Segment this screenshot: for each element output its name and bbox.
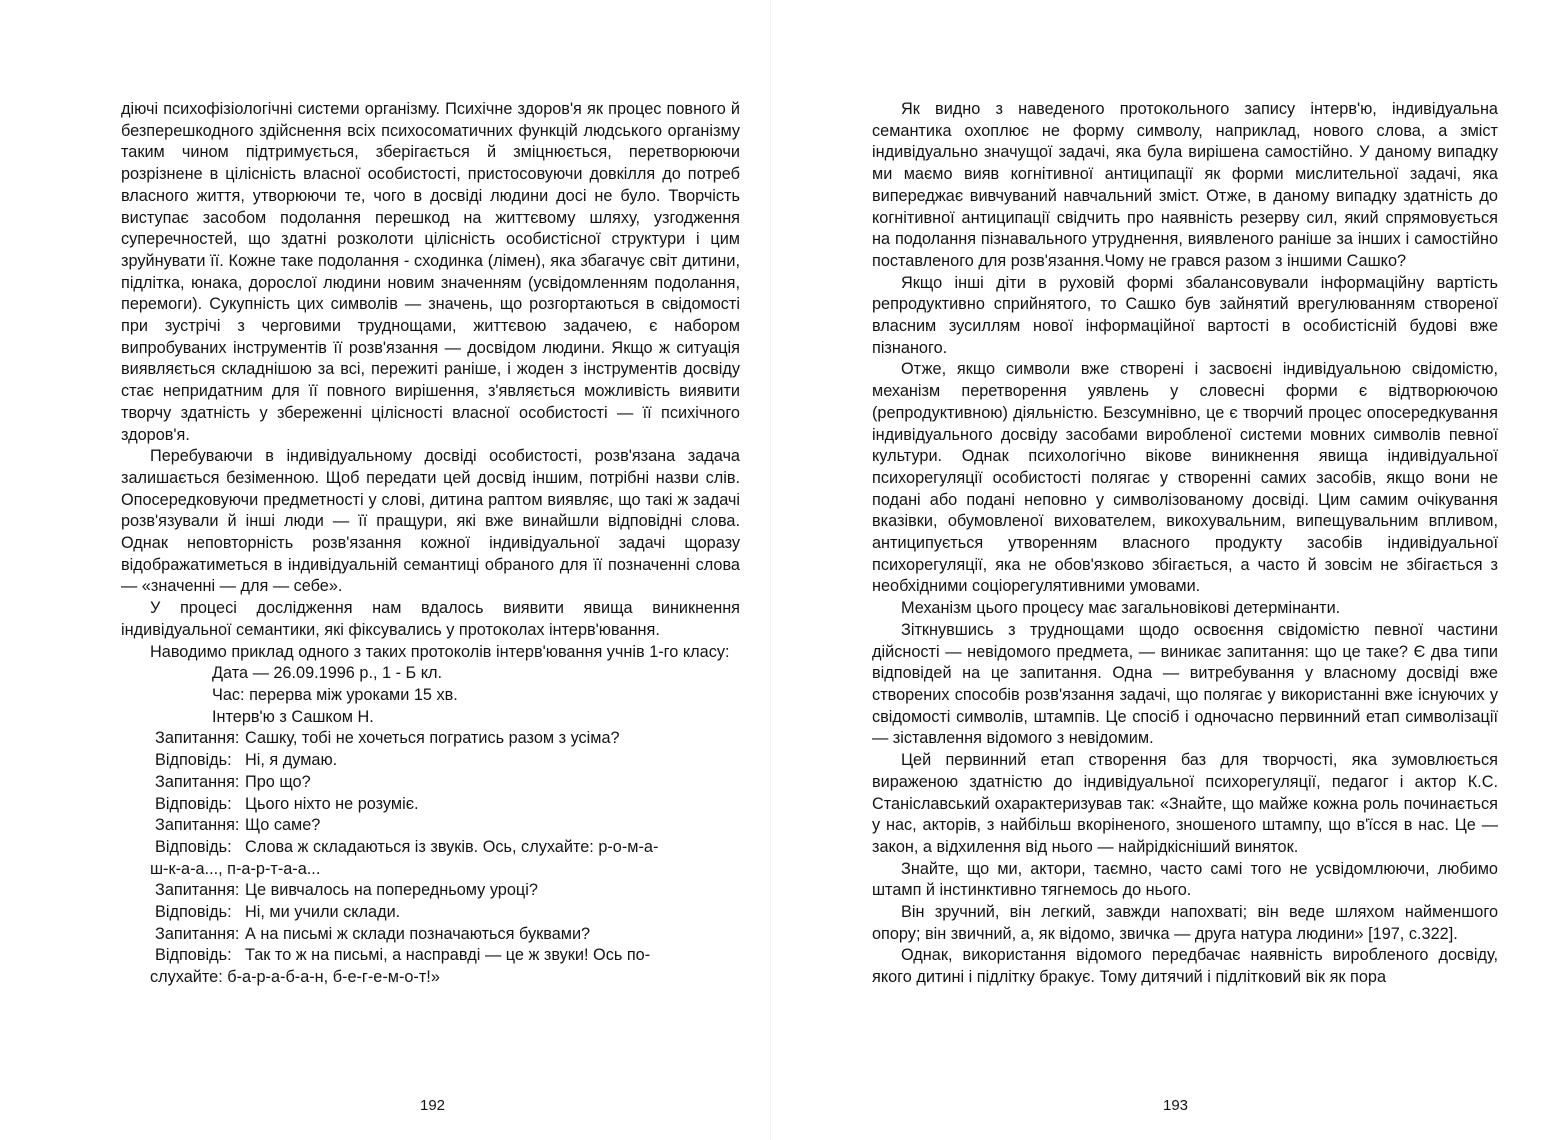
dialogue-text: Це вивчалось на попередньому уроці? [245,881,538,900]
paragraph: діючі психофізіологічні системи організму. Психічне здоров'я як процес повного й безперешкодного здійснення всіх психосоматичних функцій людського організму таким чином підтримується, зберігається й зміцнюється, перетворюючи розрізнене в цілісність власної особистості, пристосовуючи довкілля до потреб власного життя, утворюючи те, чого в досвіді людини досі не було. Творчість виступає засобом подолання перешкод на життєвому шляху, узгодження суперечностей, що здатні розколоти цілісність особистісної структури і цим зруйнувати її. Кожне таке подолання - сходинка (лімен), яка збагачує світ дитини, підлітка, юнака, дорослої людини новим значенням (усвідомленням подолання, перемоги). Сукупність цих символів — значень, що розгортаються в свідомості при зустрічі з черговими труднощами, життєвою задачею, є набором випробуваних інструментів її розв'язання — досвідом людини. Якщо ж ситуація виявляється складнішою за всі, пережиті раніше, і жоден з інструментів досвіду стає непридатним для її повного вирішення, з'являється можливість виявити творчу здатність у збереженні цілісності власної особистості — її психічного здоров'я. [121,100,740,444]
dialogue-speaker: Запитання: [155,729,240,748]
paragraph: Механізм цього процесу має загальновікові детермінанти. [901,599,1341,618]
dialogue-speaker: Запитання: [155,881,240,900]
dialogue-speaker: Запитання: [155,816,240,835]
left-page-text [121,99,740,989]
dialogue-line [121,728,740,750]
page-number: 193 [1163,1097,1189,1114]
protocol-date: Дата — 26.09.1996 р., 1 - Б кл. [212,664,443,683]
paragraph: Наводимо приклад одного з таких протоколів інтерв'ювання учнів 1-го класу: [150,642,730,661]
dialogue-text: Цього ніхто не розуміє. [245,794,419,813]
paragraph: Перебуваючи в індивідуальному досвіді особистості, розв'язана задача залишається безіменною. Щоб передати цей досвід іншим, потрібні назви слів. Опосередковуючи предметності у слові, дитина раптом виявляє, що такі ж задачі розв'язували й інші люди — її пращури, які вже винайшли відповідні слова. Однак неповторність розв'язання кожної індивідуальної задачі щоразу відображатиметься в індивідуальній семантиці обраного для її позначенні слова — «значенні — для — себе». [121,447,740,596]
paragraph: Цей первинний етап створення баз для творчості, яка зумовлюється вираженою здатністю до індивідуальної психорегуляції, педагог і актор К.С. Станіславський охарактеризував так: «Знайте, що майже кожна роль починається у нас, акторів, з найбільш вкоріненого, зношеного штампу, що в'їсся в нас. Це — закон, а відхилення від нього — найрідкісніший виняток. [872,751,1498,856]
protocol-interviewee: Інтерв'ю з Сашком Н. [212,707,374,726]
dialogue-text: Слова ж складаються із звуків. Ось, слухайте: р-о-м-а- [245,837,659,856]
protocol-meta [121,663,740,728]
page-number: 192 [420,1097,446,1114]
right-page [771,0,1542,1140]
paragraph: Він зручний, він легкий, завжди напохваті; він веде шляхом найменшого опору; він звичний, а, як відомо, звичка — друга натура людини» [197, с.322]. [872,903,1498,943]
dialogue-speaker: Відповідь: [155,903,232,922]
dialogue-text: Що саме? [245,816,321,835]
dialogue-text: Ні, ми учили склади. [245,903,401,922]
dialogue-line [121,750,740,772]
dialogue-line [121,815,740,837]
dialogue-line [121,772,740,794]
paragraph: Отже, якщо символи вже створені і засвоєні індивідуальною свідомістю, механізм перетворення уявлень у словесні форми є відтворюючою (репродуктивною) діяльністю. Безсумнівно, це є творчий процес опосередкування індивідуального досвіду засобами виробленої системи мовних символів певної культури. Однак психологічно вікове виникнення явища індивідуальної психорегуляції особистості полягає у створенні самих засобів, якщо вони не подані або подані неповно у символізованому досвіді. Цим самим очікування вказівки, обумовленої вихователем, викохувальним, випещувальним впливом, антиципується утворенням власного продукту засобів індивідуальної психорегуляції, яка не обов'язково збігається, а часто й зовсім не збігається з необхідними соціорегулятивними умовами. [872,360,1498,596]
dialogue-speaker: Запитання: [155,772,240,791]
paragraph: У процесі дослідження нам вдалось виявити явища виникнення індивідуальної семантики, які фіксувались у протоколах інтерв'ювання. [121,599,740,639]
paragraph: Якщо інші діти в руховій формі збалансовували інформаційну вартість репродуктивно сприйнятого, то Сашко був зайнятий врегулюванням створеної власним зусиллям нової інформаційної вартості в особистісній будові вже пізнаного. [872,273,1498,357]
dialogue-speaker: Відповідь: [155,946,232,965]
paragraph: Однак, використання відомого передбачає наявність виробленого досвіду, якого дитині і підлітку бракує. Тому дитячий і підлітковий вік як пора [872,946,1498,987]
dialogue-speaker: Відповідь: [155,794,232,813]
protocol-time: Час: перерва між уроками 15 хв. [212,685,458,704]
dialogue-text: Про що? [245,772,311,791]
dialogue-line [121,924,740,946]
dialogue-text: Ні, я думаю. [245,751,338,770]
dialogue-text: А на письмі ж склади позначаються буквами? [245,924,591,943]
right-page-text [872,99,1498,989]
dialogue-text: Так то ж на письмі, а насправді — це ж звуки! Ось по- [245,946,651,965]
dialogue-speaker: Відповідь: [155,751,232,770]
dialogue-speaker: Відповідь: [155,837,232,856]
dialogue-text: Сашку, тобі не хочеться погратись разом з усіма? [245,729,620,748]
dialogue-speaker: Запитання: [155,924,240,943]
dialogue-line [121,902,740,924]
dialogue-line [121,794,740,816]
dialogue-continuation: слухайте: б-а-р-а-б-а-н, б-е-г-е-м-о-т!» [150,968,440,987]
paragraph: Зіткнувшись з труднощами щодо освоєння свідомістю певної частини дійсності — невідомого предмета, — виникає запитання: що це таке? Є два типи відповідей на це запитання. Одна — витребування у власному досвіді вже створених способів розв'язання задачі, що полягає у використанні вже існуючих у свідомості символів, штампів. Це спосіб і одночасно первинний етап символізації — зіставлення відомого з невідомим. [872,620,1498,748]
paragraph: Знайте, що ми, актори, таємно, часто самі того не усвідомлюючи, любимо штамп й інстинктивно тягнемось до нього. [872,859,1498,900]
dialogue-line [121,945,740,967]
interview-dialogue [121,728,740,988]
dialogue-continuation: ш-к-а-а..., п-а-р-т-а-а... [150,859,321,878]
paragraph: Як видно з наведеного протокольного запису інтерв'ю, індивідуальна семантика охоплює не форму символу, наприклад, нового слова, а зміст індивідуально значущої задачі, яка була вирішена самостійно. У даному випадку ми маємо вияв когнітивної антиципації як форми мислительної задачі, яка випереджає вивчуваний навчальний зміст. Отже, в даному випадку здатність до когнітивної антиципації свідчить про наявність резерву сил, який спрямовується на подолання пізнавального утруднення, виявленого раніше за інших і самостійно поставленого для розв'язання.Чому не грався разом з іншими Сашко? [872,100,1498,270]
dialogue-line [121,837,740,859]
dialogue-line [121,880,740,902]
